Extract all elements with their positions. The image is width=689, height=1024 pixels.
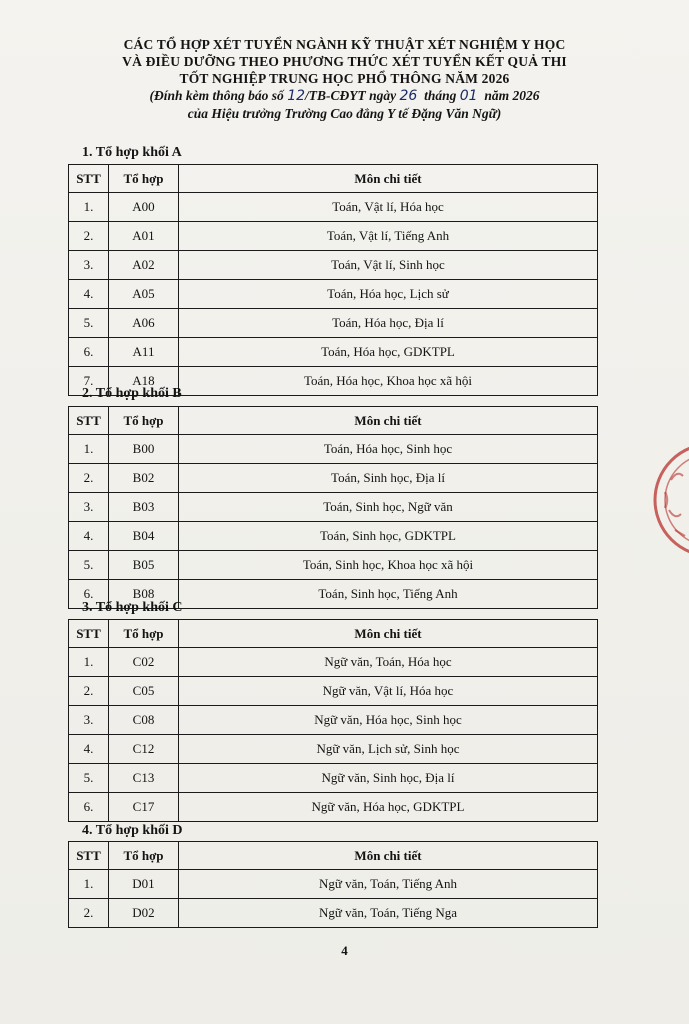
header-subjects: Môn chi tiết <box>179 842 598 870</box>
cell-stt: 3. <box>69 706 109 735</box>
cell-group-code: A00 <box>109 193 179 222</box>
cell-group-code: A05 <box>109 280 179 309</box>
cell-stt: 4. <box>69 735 109 764</box>
cell-subjects: Toán, Hóa học, Sinh học <box>179 435 598 464</box>
page-number: 4 <box>341 943 348 958</box>
section-heading-c: 3. Tổ hợp khối C <box>82 600 183 615</box>
cell-group-code: B03 <box>109 493 179 522</box>
cell-group-code: C05 <box>109 677 179 706</box>
table-row <box>69 899 598 928</box>
table-header-row <box>69 165 598 193</box>
table-row <box>69 648 598 677</box>
cell-stt: 5. <box>69 764 109 793</box>
cell-subjects: Toán, Sinh học, Tiếng Anh <box>179 580 598 609</box>
cell-group-code: C12 <box>109 735 179 764</box>
cell-subjects: Ngữ văn, Sinh học, Địa lí <box>179 764 598 793</box>
cell-stt: 2. <box>69 464 109 493</box>
handwritten-month: 01 <box>459 88 478 104</box>
cell-group-code: D01 <box>109 870 179 899</box>
cell-subjects: Toán, Vật lí, Hóa học <box>179 193 598 222</box>
table-group-c <box>68 619 598 822</box>
header-stt: STT <box>69 842 109 870</box>
cell-subjects: Ngữ văn, Hóa học, Sinh học <box>179 706 598 735</box>
cell-subjects: Ngữ văn, Toán, Tiếng Nga <box>179 899 598 928</box>
title-line-3: TỐT NGHIỆP TRUNG HỌC PHỔ THÔNG NĂM 2026 <box>179 71 510 86</box>
table-group-a <box>68 164 598 396</box>
cell-group-code: C13 <box>109 764 179 793</box>
cell-stt: 3. <box>69 493 109 522</box>
table-row <box>69 222 598 251</box>
table-row <box>69 435 598 464</box>
cell-stt: 1. <box>69 870 109 899</box>
section-heading-d: 4. Tổ hợp khối D <box>82 823 183 838</box>
cell-group-code: C02 <box>109 648 179 677</box>
cell-subjects: Ngữ văn, Toán, Tiếng Anh <box>179 870 598 899</box>
table-header-row <box>69 620 598 648</box>
cell-stt: 2. <box>69 677 109 706</box>
cell-stt: 1. <box>69 193 109 222</box>
cell-subjects: Toán, Vật lí, Tiếng Anh <box>179 222 598 251</box>
table-row <box>69 551 598 580</box>
cell-group-code: D02 <box>109 899 179 928</box>
document-header <box>40 36 649 122</box>
cell-stt: 6. <box>69 793 109 822</box>
cell-subjects: Toán, Sinh học, GDKTPL <box>179 522 598 551</box>
cell-stt: 3. <box>69 251 109 280</box>
cell-group-code: A01 <box>109 222 179 251</box>
cell-subjects: Ngữ văn, Vật lí, Hóa học <box>179 677 598 706</box>
cell-stt: 7. <box>69 367 109 396</box>
handwritten-day: 26 <box>399 88 418 104</box>
header-group: Tổ hợp <box>109 620 179 648</box>
subtitle-line-2: của Hiệu trưởng Trường Cao đẳng Y tế Đặng Văn Ngữ) <box>187 106 502 121</box>
table-row <box>69 706 598 735</box>
cell-subjects: Toán, Sinh học, Khoa học xã hội <box>179 551 598 580</box>
cell-stt: 5. <box>69 309 109 338</box>
subtitle-mid: /TB-CĐYT ngày <box>305 88 397 103</box>
cell-stt: 1. <box>69 435 109 464</box>
table-header-row <box>69 842 598 870</box>
cell-group-code: C17 <box>109 793 179 822</box>
cell-group-code: B08 <box>109 580 179 609</box>
header-subjects: Môn chi tiết <box>179 407 598 435</box>
section-heading-a: 1. Tổ hợp khối A <box>82 145 182 160</box>
official-seal-stamp <box>651 430 689 570</box>
cell-group-code: A18 <box>109 367 179 396</box>
table-row <box>69 193 598 222</box>
cell-subjects: Toán, Sinh học, Địa lí <box>179 464 598 493</box>
cell-subjects: Ngữ văn, Lịch sử, Sinh học <box>179 735 598 764</box>
table-group-b <box>68 406 598 609</box>
subtitle-line-1 <box>40 87 649 105</box>
cell-group-code: A06 <box>109 309 179 338</box>
header-group: Tổ hợp <box>109 842 179 870</box>
cell-stt: 4. <box>69 522 109 551</box>
table-row <box>69 764 598 793</box>
cell-stt: 6. <box>69 338 109 367</box>
cell-subjects: Toán, Hóa học, GDKTPL <box>179 338 598 367</box>
table-row <box>69 280 598 309</box>
cell-group-code: B04 <box>109 522 179 551</box>
cell-stt: 1. <box>69 648 109 677</box>
cell-subjects: Toán, Vật lí, Sinh học <box>179 251 598 280</box>
subtitle-prefix: (Đính kèm thông báo số <box>149 88 284 103</box>
cell-group-code: A11 <box>109 338 179 367</box>
cell-subjects: Toán, Hóa học, Khoa học xã hội <box>179 367 598 396</box>
table-row <box>69 493 598 522</box>
table-row <box>69 338 598 367</box>
cell-group-code: B00 <box>109 435 179 464</box>
title-line-2: VÀ ĐIỀU DƯỠNG THEO PHƯƠNG THỨC XÉT TUYỂN KẾT QUẢ THI <box>122 54 567 69</box>
header-group: Tổ hợp <box>109 165 179 193</box>
cell-stt: 4. <box>69 280 109 309</box>
header-stt: STT <box>69 165 109 193</box>
cell-subjects: Ngữ văn, Hóa học, GDKTPL <box>179 793 598 822</box>
cell-group-code: B02 <box>109 464 179 493</box>
cell-stt: 5. <box>69 551 109 580</box>
cell-group-code: C08 <box>109 706 179 735</box>
cell-group-code: B05 <box>109 551 179 580</box>
handwritten-doc-number: 12 <box>287 88 306 104</box>
table-row <box>69 251 598 280</box>
table-row <box>69 793 598 822</box>
table-row <box>69 464 598 493</box>
cell-group-code: A02 <box>109 251 179 280</box>
cell-subjects: Toán, Hóa học, Lịch sử <box>179 280 598 309</box>
table-header-row <box>69 407 598 435</box>
table-group-d <box>68 841 598 928</box>
cell-subjects: Toán, Sinh học, Ngữ văn <box>179 493 598 522</box>
header-stt: STT <box>69 620 109 648</box>
header-subjects: Môn chi tiết <box>179 165 598 193</box>
cell-subjects: Toán, Hóa học, Địa lí <box>179 309 598 338</box>
header-group: Tổ hợp <box>109 407 179 435</box>
table-row <box>69 522 598 551</box>
table-row <box>69 870 598 899</box>
table-row <box>69 309 598 338</box>
subtitle-year-label: năm 2026 <box>484 88 540 103</box>
header-stt: STT <box>69 407 109 435</box>
cell-subjects: Ngữ văn, Toán, Hóa học <box>179 648 598 677</box>
cell-stt: 2. <box>69 222 109 251</box>
section-heading-b: 2. Tổ hợp khối B <box>82 386 182 401</box>
cell-stt: 6. <box>69 580 109 609</box>
header-subjects: Môn chi tiết <box>179 620 598 648</box>
table-row <box>69 735 598 764</box>
title-line-1: CÁC TỔ HỢP XÉT TUYỂN NGÀNH KỸ THUẬT XÉT NGHIỆM Y HỌC <box>123 37 566 52</box>
table-row <box>69 677 598 706</box>
cell-stt: 2. <box>69 899 109 928</box>
subtitle-month-label: tháng <box>424 88 457 103</box>
